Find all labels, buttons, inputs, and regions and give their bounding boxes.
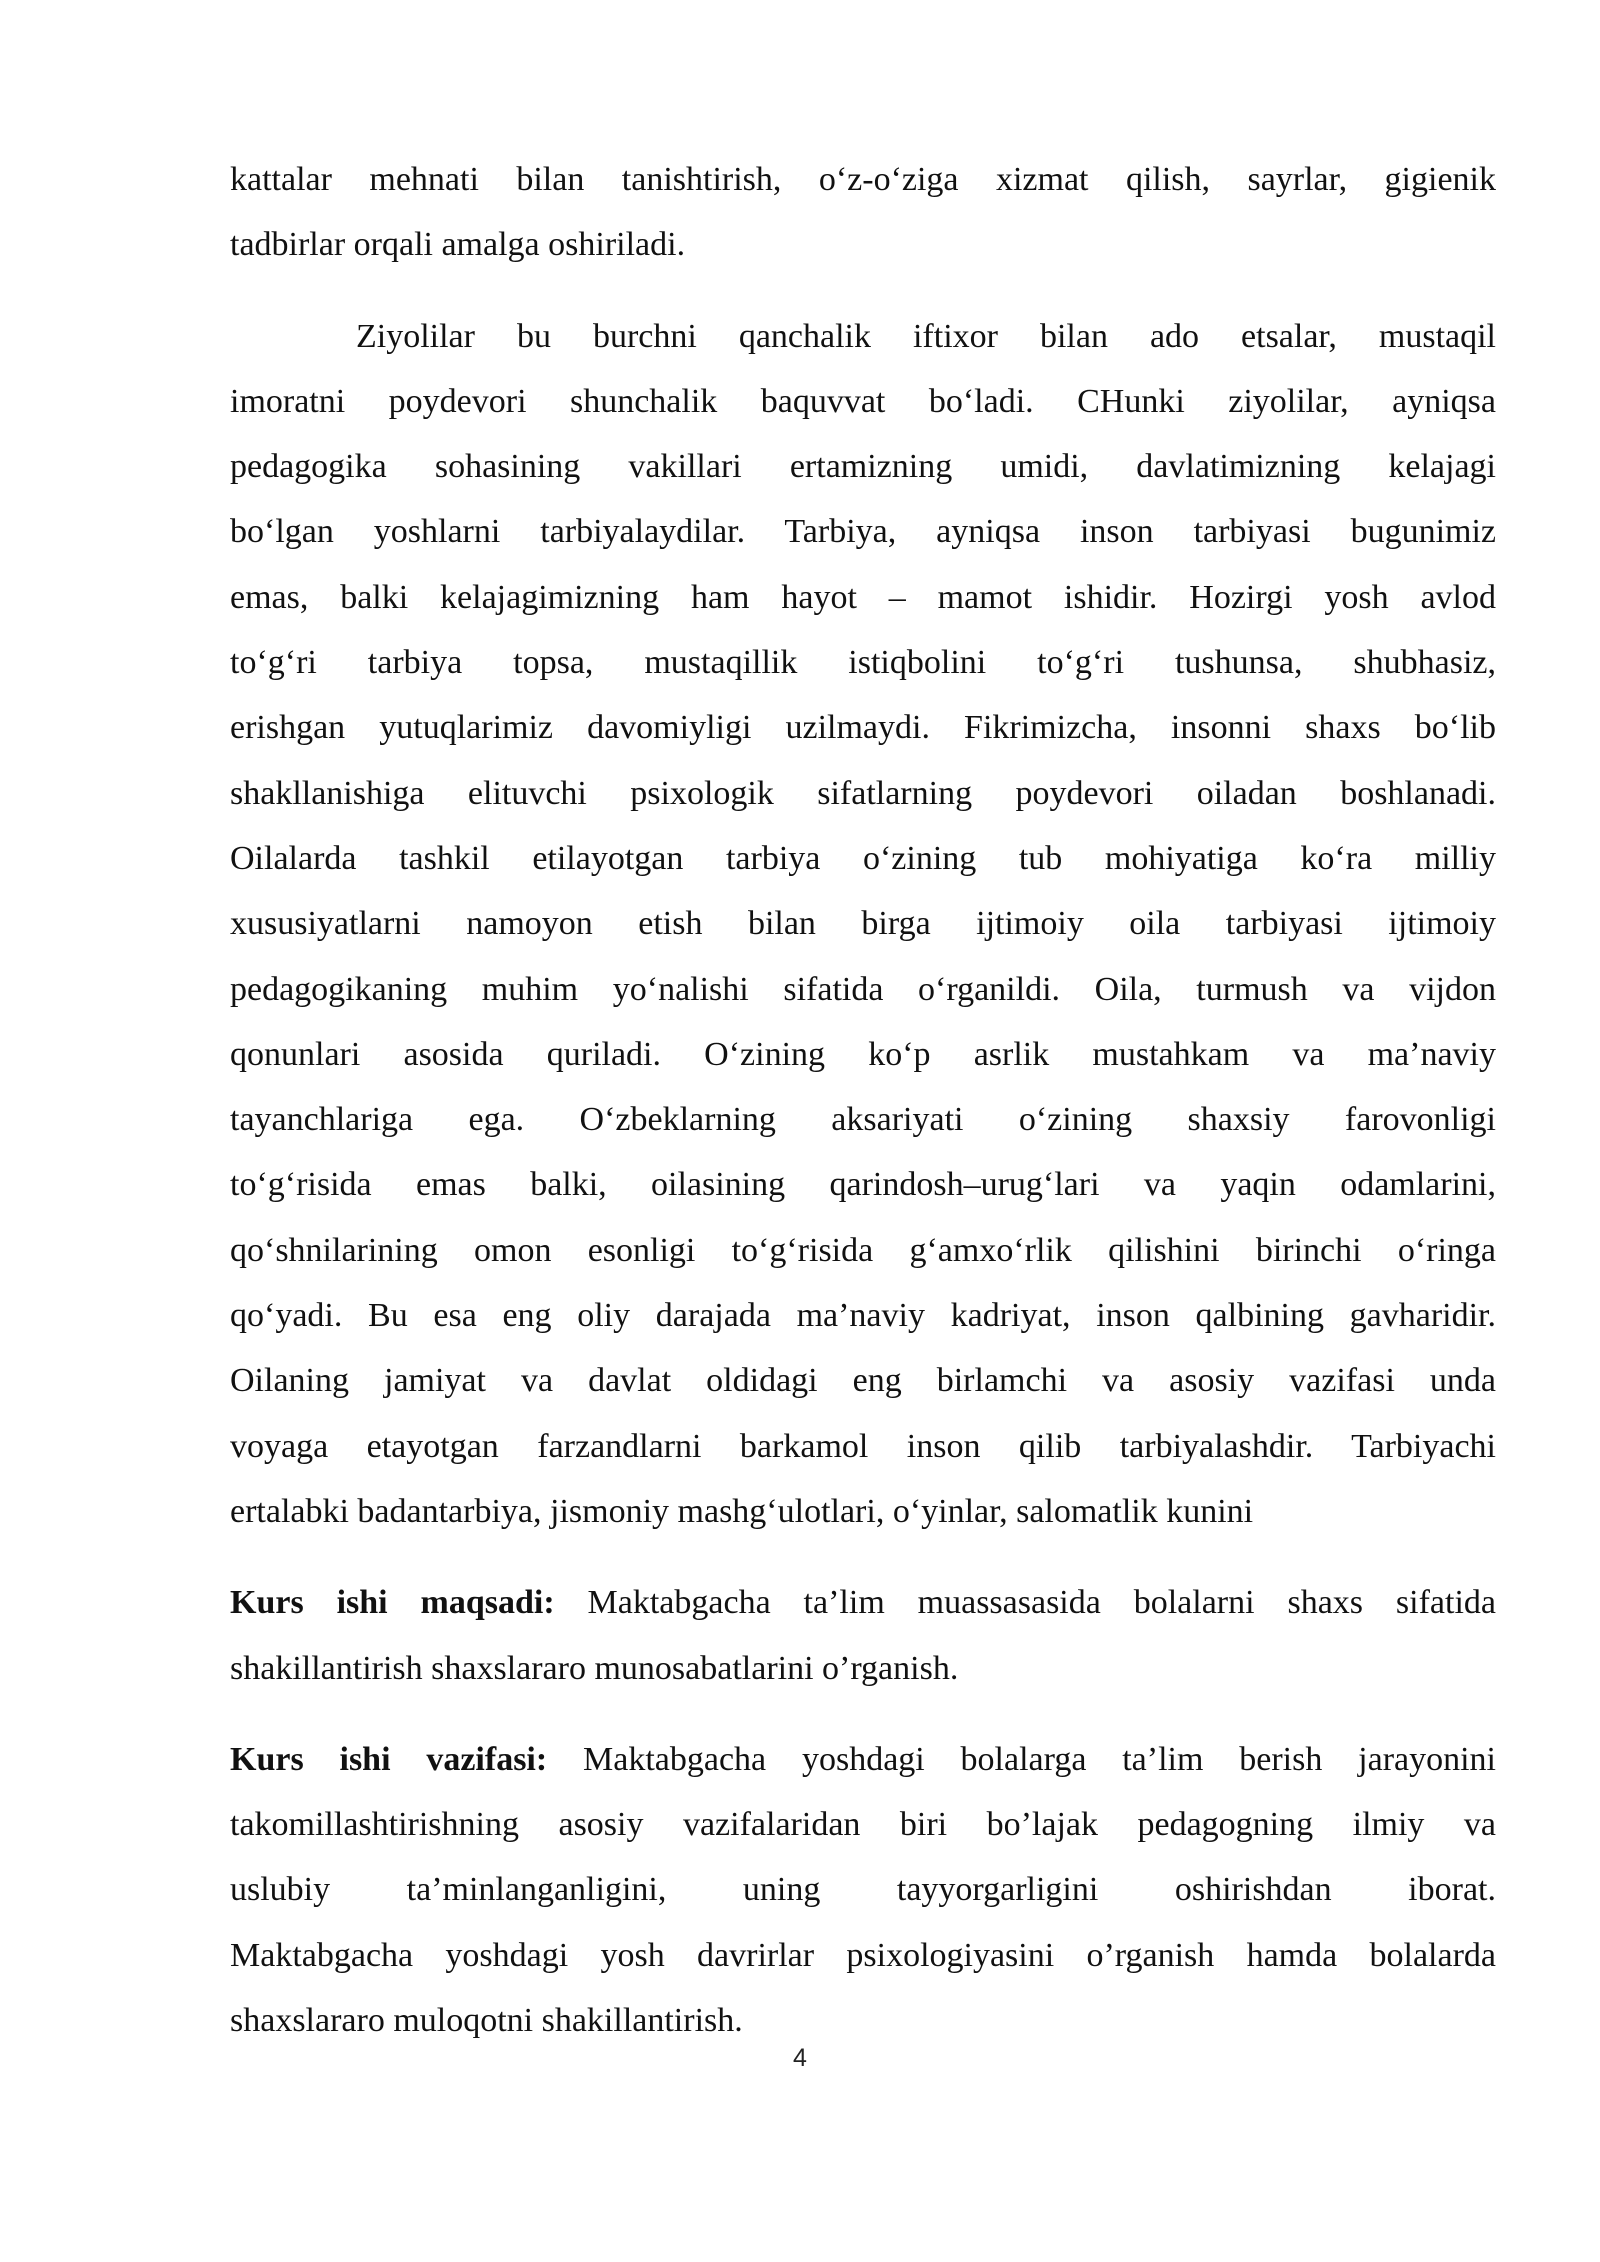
text-line: Oilaning jamiyat va davlat oldidagi eng birlamchi va asosiy vazifasi unda bbox=[230, 1362, 1496, 1400]
text-line: bo‘lgan yoshlarni tarbiyalaydilar. Tarbiya, ayniqsa inson tarbiyasi bugunimiz bbox=[230, 513, 1496, 551]
section-lead-label: Kurs ishi maqsadi: bbox=[230, 1584, 555, 1622]
text-line: xususiyatlarni namoyon etish bilan birga ijtimoiy oila tarbiyasi ijtimoiy bbox=[230, 905, 1496, 943]
text-line: uslubiy ta’minlanganligini, uning tayyorgarligini oshirishdan iborat. bbox=[230, 1871, 1496, 1909]
text-fragment: Maktabgacha ta’lim muassasasida bolalarni shaxs sifatida bbox=[554, 1584, 1496, 1622]
page-number: 4 bbox=[793, 2044, 807, 2072]
text-fragment: Maktabgacha yoshdagi bolalarga ta’lim berish jarayonini bbox=[547, 1740, 1496, 1778]
text-line: emas, balki kelajagimizning ham hayot – mamot ishidir. Hozirgi yosh avlod bbox=[230, 578, 1496, 616]
text-line: kattalar mehnati bilan tanishtirish, o‘z-o‘ziga xizmat qilish, sayrlar, gigienik bbox=[230, 161, 1496, 198]
text-line: Maktabgacha yoshdagi yosh davrirlar psixologiyasini o’rganish hamda bolalarda bbox=[230, 1936, 1496, 1974]
text-line: tayanchlariga ega. O‘zbeklarning aksariyati o‘zining shaxsiy farovonligi bbox=[230, 1101, 1496, 1139]
text-line: takomillashtirishning asosiy vazifalaridan biri bo’lajak pedagogning ilmiy va bbox=[230, 1806, 1496, 1844]
text-line: qo‘shnilarining omon esonligi to‘g‘risida g‘amxo‘rlik qilishini birinchi o‘ringa bbox=[230, 1231, 1496, 1269]
page-body bbox=[230, 147, 1496, 2053]
text-line: ertalabki badantarbiya, jismoniy mashg‘ulotlari, o‘yinlar, salomatlik kunini bbox=[230, 1492, 1254, 1530]
text-line bbox=[230, 1570, 1496, 1635]
paragraph-kurs-maqsadi bbox=[230, 1570, 1496, 1701]
text-line: pedagogikaning muhim yo‘nalishi sifatida o‘rganildi. Oila, turmush va vijdon bbox=[230, 970, 1496, 1008]
paragraph-ziyolilar bbox=[230, 304, 1496, 1545]
text-line: Ziyolilar bu burchni qanchalik iftixor bilan ado etsalar, mustaqil bbox=[356, 317, 1496, 355]
text-line: imoratni poydevori shunchalik baquvvat bo‘ladi. CHunki ziyolilar, ayniqsa bbox=[230, 382, 1496, 420]
text-line: pedagogika sohasining vakillari ertamizning umidi, davlatimizning kelajagi bbox=[230, 448, 1496, 486]
text-line: qo‘yadi. Bu esa eng oliy darajada ma’naviy kadriyat, inson qalbining gavharidir. bbox=[230, 1297, 1496, 1335]
text-line: qonunlari asosida quriladi. O‘zining ko‘p asrlik mustahkam va ma’naviy bbox=[230, 1035, 1496, 1073]
text-line: Oilalarda tashkil etilayotgan tarbiya o‘zining tub mohiyatiga ko‘ra milliy bbox=[230, 839, 1496, 877]
text-line bbox=[230, 1727, 1496, 1792]
paragraph-kurs-vazifasi bbox=[230, 1727, 1496, 2053]
text-line: shaxslararo muloqotni shakillantirish. bbox=[230, 2002, 743, 2040]
text-line: erishgan yutuqlarimiz davomiyligi uzilmaydi. Fikrimizcha, insonni shaxs bo‘lib bbox=[230, 709, 1496, 747]
text-line: voyaga etayotgan farzandlarni barkamol inson qilib tarbiyalashdir. Tarbiyachi bbox=[230, 1427, 1496, 1465]
text-line: shakillantirish shaxslararo munosabatlarini o’rganish. bbox=[230, 1649, 959, 1687]
paragraph-intro-continuation bbox=[230, 147, 1496, 278]
text-line: tadbirlar orqali amalga oshiriladi. bbox=[230, 226, 686, 264]
text-line: to‘g‘ri tarbiya topsa, mustaqillik istiqbolini to‘g‘ri tushunsa, shubhasiz, bbox=[230, 644, 1496, 682]
text-line: shakllanishiga elituvchi psixologik sifatlarning poydevori oiladan boshlanadi. bbox=[230, 774, 1496, 812]
text-line: to‘g‘risida emas balki, oilasining qarindosh–urug‘lari va yaqin odamlarini, bbox=[230, 1166, 1496, 1204]
section-lead-label: Kurs ishi vazifasi: bbox=[230, 1740, 548, 1778]
